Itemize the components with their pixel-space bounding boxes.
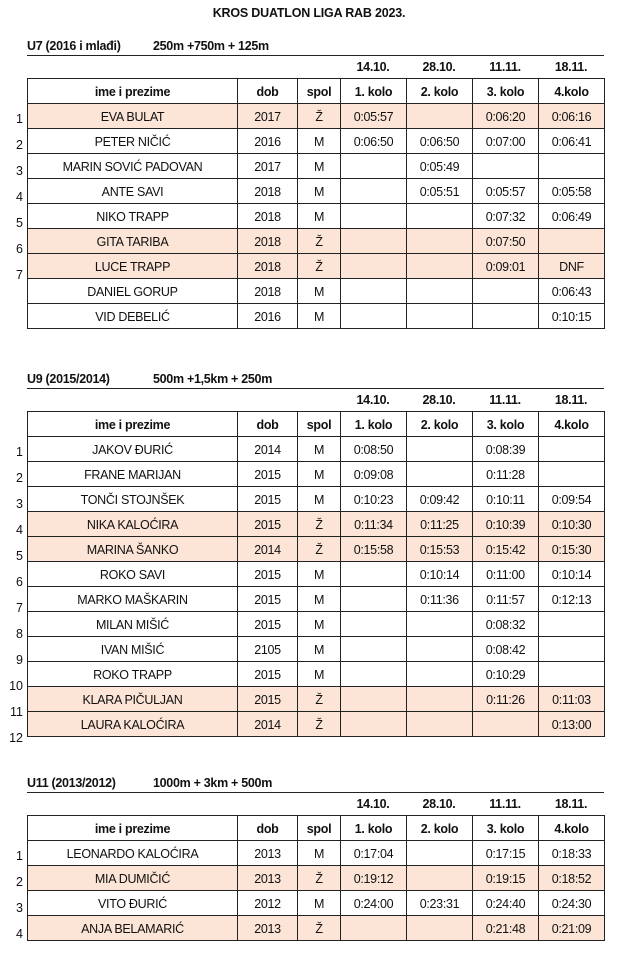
cell-spol: Ž <box>298 254 341 279</box>
cell-round-4: 0:06:49 <box>539 204 605 229</box>
cell-round-3: 0:11:28 <box>473 462 539 487</box>
round-date: 11.11. <box>489 393 521 407</box>
cell-round-2: 0:10:14 <box>407 562 473 587</box>
cell-round-3: 0:19:15 <box>473 866 539 891</box>
cell-round-1: 0:05:57 <box>341 104 407 129</box>
cell-spol: M <box>298 204 341 229</box>
row-number: 3 <box>16 497 23 511</box>
round-date: 14.10. <box>356 797 390 811</box>
column-header-name: ime i prezime <box>28 816 238 841</box>
row-number: 4 <box>16 523 23 537</box>
cell-dob: 2016 <box>238 304 298 329</box>
cell-spol: M <box>298 587 341 612</box>
cell-spol: Ž <box>298 229 341 254</box>
column-header-dob: dob <box>238 816 298 841</box>
row-number: 11 <box>10 705 23 719</box>
table-row <box>28 204 605 229</box>
column-header-dob: dob <box>238 412 298 437</box>
cell-dob: 2105 <box>238 637 298 662</box>
cell-round-2: 0:05:51 <box>407 179 473 204</box>
cell-spol: M <box>298 129 341 154</box>
round-date: 14.10. <box>356 393 390 407</box>
cell-spol: M <box>298 437 341 462</box>
cell-round-1 <box>341 612 407 637</box>
row-number: 2 <box>16 471 23 485</box>
cell-round-4 <box>539 662 605 687</box>
cell-round-2: 0:11:36 <box>407 587 473 612</box>
row-number: 2 <box>16 138 23 152</box>
cell-dob: 2018 <box>238 279 298 304</box>
column-header-dob: dob <box>238 79 298 104</box>
row-number: 1 <box>16 849 23 863</box>
round-date: 28.10. <box>422 60 456 74</box>
distance-label: 1000m + 3km + 500m <box>153 776 273 790</box>
cell-name: DANIEL GORUP <box>28 279 238 304</box>
cell-round-2: 0:09:42 <box>407 487 473 512</box>
cell-dob: 2015 <box>238 687 298 712</box>
row-number: 3 <box>16 164 23 178</box>
cell-round-1 <box>341 687 407 712</box>
cell-round-1 <box>341 562 407 587</box>
column-header-spol: spol <box>298 79 341 104</box>
cell-name: ROKO SAVI <box>28 562 238 587</box>
table-row <box>28 154 605 179</box>
cell-dob: 2013 <box>238 866 298 891</box>
cell-round-2: 0:11:25 <box>407 512 473 537</box>
cell-round-4: 0:13:00 <box>539 712 605 737</box>
table-row <box>28 437 605 462</box>
cell-round-4: 0:15:30 <box>539 537 605 562</box>
table-row <box>28 891 605 916</box>
table-row <box>28 687 605 712</box>
cell-spol: Ž <box>298 104 341 129</box>
cell-dob: 2015 <box>238 662 298 687</box>
table-row <box>28 104 605 129</box>
cell-dob: 2015 <box>238 487 298 512</box>
cell-round-3: 0:17:15 <box>473 841 539 866</box>
table-row <box>28 587 605 612</box>
cell-round-2 <box>407 204 473 229</box>
table-row <box>28 279 605 304</box>
row-number: 12 <box>9 731 23 745</box>
cell-round-4 <box>539 612 605 637</box>
cell-round-2 <box>407 712 473 737</box>
cell-round-3: 0:10:29 <box>473 662 539 687</box>
table-row <box>28 304 605 329</box>
column-header-round: 2. kolo <box>407 79 473 104</box>
round-date: 14.10. <box>356 60 390 74</box>
cell-round-3 <box>473 712 539 737</box>
row-number: 2 <box>16 875 23 889</box>
round-date: 11.11. <box>489 797 521 811</box>
row-number: 6 <box>16 242 23 256</box>
cell-round-2 <box>407 229 473 254</box>
table-row <box>28 612 605 637</box>
cell-dob: 2016 <box>238 129 298 154</box>
cell-name: MARKO MAŠKARIN <box>28 587 238 612</box>
cell-dob: 2018 <box>238 229 298 254</box>
cell-dob: 2015 <box>238 562 298 587</box>
cell-round-2 <box>407 612 473 637</box>
table-row <box>28 512 605 537</box>
cell-round-1 <box>341 587 407 612</box>
cell-round-3: 0:08:39 <box>473 437 539 462</box>
cell-round-4 <box>539 637 605 662</box>
table-row <box>28 487 605 512</box>
category-label: U9 (2015/2014) <box>27 372 110 386</box>
cell-round-4: 0:10:30 <box>539 512 605 537</box>
row-number: 5 <box>16 216 23 230</box>
cell-name: GITA TARIBA <box>28 229 238 254</box>
cell-dob: 2013 <box>238 841 298 866</box>
cell-round-2: 0:15:53 <box>407 537 473 562</box>
cell-round-1: 0:09:08 <box>341 462 407 487</box>
cell-round-2 <box>407 279 473 304</box>
column-header-round: 4.kolo <box>539 412 605 437</box>
document-title: KROS DUATLON LIGA RAB 2023. <box>212 6 406 20</box>
cell-spol: Ž <box>298 712 341 737</box>
cell-name: MIA DUMIČIĆ <box>28 866 238 891</box>
cell-spol: M <box>298 841 341 866</box>
cell-round-4 <box>539 462 605 487</box>
cell-round-3: 0:07:50 <box>473 229 539 254</box>
cell-round-4: 0:24:30 <box>539 891 605 916</box>
column-header-name: ime i prezime <box>28 412 238 437</box>
cell-round-1: 0:17:04 <box>341 841 407 866</box>
cell-round-1: 0:15:58 <box>341 537 407 562</box>
cell-round-3: 0:11:57 <box>473 587 539 612</box>
cell-dob: 2017 <box>238 104 298 129</box>
cell-round-3: 0:11:00 <box>473 562 539 587</box>
table-row <box>28 637 605 662</box>
column-header-round: 3. kolo <box>473 816 539 841</box>
cell-round-2 <box>407 841 473 866</box>
row-number: 10 <box>9 679 23 693</box>
cell-round-1 <box>341 154 407 179</box>
round-dates <box>0 793 618 815</box>
cell-round-1 <box>341 712 407 737</box>
cell-name: MILAN MIŠIĆ <box>28 612 238 637</box>
cell-round-3: 0:09:01 <box>473 254 539 279</box>
cell-round-3 <box>473 154 539 179</box>
cell-spol: Ž <box>298 916 341 941</box>
category-section <box>0 35 618 329</box>
distance-label: 250m +750m + 125m <box>153 39 269 53</box>
cell-name: MARINA ŠANKO <box>28 537 238 562</box>
cell-round-4: 0:18:33 <box>539 841 605 866</box>
cell-dob: 2018 <box>238 254 298 279</box>
round-date: 28.10. <box>422 797 456 811</box>
row-numbers <box>0 78 24 338</box>
cell-spol: M <box>298 562 341 587</box>
cell-dob: 2012 <box>238 891 298 916</box>
distance-label: 500m +1,5km + 250m <box>153 372 273 386</box>
cell-round-1: 0:19:12 <box>341 866 407 891</box>
cell-spol: M <box>298 154 341 179</box>
cell-round-4: 0:05:58 <box>539 179 605 204</box>
column-header-round: 1. kolo <box>341 412 407 437</box>
cell-spol: Ž <box>298 537 341 562</box>
cell-name: LEONARDO KALOĆIRA <box>28 841 238 866</box>
cell-spol: M <box>298 304 341 329</box>
section-heading <box>27 368 604 389</box>
section-heading <box>27 772 604 793</box>
column-header-spol: spol <box>298 412 341 437</box>
cell-name: MARIN SOVIĆ PADOVAN <box>28 154 238 179</box>
cell-name: FRANE MARIJAN <box>28 462 238 487</box>
results-table <box>27 78 605 329</box>
cell-round-2: 0:23:31 <box>407 891 473 916</box>
table-row <box>28 229 605 254</box>
cell-round-4 <box>539 437 605 462</box>
cell-dob: 2015 <box>238 512 298 537</box>
cell-name: TONČI STOJNŠEK <box>28 487 238 512</box>
cell-name: JAKOV ĐURIĆ <box>28 437 238 462</box>
table-row <box>28 129 605 154</box>
cell-name: NIKO TRAPP <box>28 204 238 229</box>
cell-round-4 <box>539 229 605 254</box>
cell-round-1: 0:11:34 <box>341 512 407 537</box>
cell-round-4: 0:11:03 <box>539 687 605 712</box>
cell-name: IVAN MIŠIĆ <box>28 637 238 662</box>
header-row <box>28 412 605 437</box>
table-row <box>28 916 605 941</box>
table-row <box>28 537 605 562</box>
cell-round-4: DNF <box>539 254 605 279</box>
cell-round-2 <box>407 304 473 329</box>
cell-name: ANJA BELAMARIĆ <box>28 916 238 941</box>
cell-dob: 2014 <box>238 437 298 462</box>
header-row <box>28 79 605 104</box>
row-number: 3 <box>16 901 23 915</box>
round-date: 11.11. <box>489 60 521 74</box>
round-date: 18.11. <box>554 60 588 74</box>
cell-spol: M <box>298 891 341 916</box>
cell-round-1 <box>341 637 407 662</box>
column-header-round: 3. kolo <box>473 412 539 437</box>
row-number: 1 <box>16 112 23 126</box>
column-header-round: 2. kolo <box>407 816 473 841</box>
cell-round-4: 0:10:14 <box>539 562 605 587</box>
cell-round-4: 0:06:41 <box>539 129 605 154</box>
row-number: 7 <box>16 268 23 282</box>
round-date: 18.11. <box>554 797 588 811</box>
cell-round-4: 0:12:13 <box>539 587 605 612</box>
cell-name: ROKO TRAPP <box>28 662 238 687</box>
cell-round-1: 0:08:50 <box>341 437 407 462</box>
header-row <box>28 816 605 841</box>
round-date: 18.11. <box>554 393 588 407</box>
row-numbers <box>0 411 24 749</box>
cell-round-2 <box>407 866 473 891</box>
cell-round-2 <box>407 687 473 712</box>
cell-spol: M <box>298 179 341 204</box>
cell-dob: 2015 <box>238 612 298 637</box>
row-number <box>0 286 24 312</box>
cell-round-4: 0:10:15 <box>539 304 605 329</box>
cell-round-3: 0:21:48 <box>473 916 539 941</box>
cell-round-4: 0:06:43 <box>539 279 605 304</box>
cell-round-2 <box>407 662 473 687</box>
cell-round-4 <box>539 154 605 179</box>
cell-round-3: 0:24:40 <box>473 891 539 916</box>
cell-round-1 <box>341 229 407 254</box>
row-number: 6 <box>16 575 23 589</box>
section-heading <box>27 35 604 56</box>
cell-spol: M <box>298 462 341 487</box>
table-row <box>28 462 605 487</box>
cell-round-4: 0:09:54 <box>539 487 605 512</box>
table-row <box>28 662 605 687</box>
row-numbers <box>0 815 24 945</box>
cell-name: KLARA PIČULJAN <box>28 687 238 712</box>
cell-round-1 <box>341 279 407 304</box>
cell-dob: 2013 <box>238 916 298 941</box>
round-dates <box>0 56 618 78</box>
row-number <box>0 312 24 338</box>
results-table <box>27 411 605 737</box>
cell-round-4: 0:21:09 <box>539 916 605 941</box>
cell-round-1 <box>341 916 407 941</box>
cell-dob: 2018 <box>238 204 298 229</box>
cell-round-1: 0:10:23 <box>341 487 407 512</box>
cell-round-3: 0:11:26 <box>473 687 539 712</box>
cell-round-4: 0:06:16 <box>539 104 605 129</box>
cell-round-3: 0:10:39 <box>473 512 539 537</box>
table-row <box>28 841 605 866</box>
row-number: 4 <box>16 190 23 204</box>
cell-round-3: 0:07:00 <box>473 129 539 154</box>
cell-spol: M <box>298 279 341 304</box>
cell-round-1: 0:24:00 <box>341 891 407 916</box>
cell-round-3: 0:07:32 <box>473 204 539 229</box>
column-header-round: 1. kolo <box>341 79 407 104</box>
category-label: U7 (2016 i mlađi) <box>27 39 121 53</box>
cell-round-2 <box>407 916 473 941</box>
cell-round-2 <box>407 637 473 662</box>
cell-spol: M <box>298 662 341 687</box>
cell-name: NIKA KALOĆIRA <box>28 512 238 537</box>
table-row <box>28 712 605 737</box>
column-header-round: 4.kolo <box>539 816 605 841</box>
cell-round-3: 0:08:42 <box>473 637 539 662</box>
cell-round-3: 0:10:11 <box>473 487 539 512</box>
category-label: U11 (2013/2012) <box>27 776 116 790</box>
cell-dob: 2018 <box>238 179 298 204</box>
cell-name: PETER NIČIĆ <box>28 129 238 154</box>
cell-round-1 <box>341 254 407 279</box>
cell-round-3 <box>473 279 539 304</box>
cell-round-1 <box>341 179 407 204</box>
cell-dob: 2015 <box>238 587 298 612</box>
cell-round-3: 0:05:57 <box>473 179 539 204</box>
cell-name: LUCE TRAPP <box>28 254 238 279</box>
cell-round-1: 0:06:50 <box>341 129 407 154</box>
cell-round-2 <box>407 254 473 279</box>
cell-round-1 <box>341 304 407 329</box>
cell-round-2: 0:06:50 <box>407 129 473 154</box>
row-number: 1 <box>16 445 23 459</box>
cell-name: ANTE SAVI <box>28 179 238 204</box>
cell-round-1 <box>341 204 407 229</box>
cell-dob: 2017 <box>238 154 298 179</box>
table-row <box>28 866 605 891</box>
column-header-round: 3. kolo <box>473 79 539 104</box>
cell-spol: M <box>298 612 341 637</box>
column-header-name: ime i prezime <box>28 79 238 104</box>
cell-name: EVA BULAT <box>28 104 238 129</box>
round-date: 28.10. <box>422 393 456 407</box>
category-section <box>0 368 618 745</box>
cell-round-2 <box>407 437 473 462</box>
cell-round-3: 0:08:32 <box>473 612 539 637</box>
row-number: 7 <box>16 601 23 615</box>
cell-round-2: 0:05:49 <box>407 154 473 179</box>
cell-name: VITO ĐURIĆ <box>28 891 238 916</box>
cell-dob: 2014 <box>238 537 298 562</box>
cell-round-2 <box>407 462 473 487</box>
cell-round-3 <box>473 304 539 329</box>
cell-spol: M <box>298 637 341 662</box>
cell-round-2 <box>407 104 473 129</box>
cell-name: LAURA KALOĆIRA <box>28 712 238 737</box>
cell-spol: Ž <box>298 866 341 891</box>
cell-dob: 2015 <box>238 462 298 487</box>
cell-spol: Ž <box>298 512 341 537</box>
cell-round-3: 0:15:42 <box>473 537 539 562</box>
round-dates <box>0 389 618 411</box>
row-number: 5 <box>16 549 23 563</box>
results-table <box>27 815 605 941</box>
column-header-round: 1. kolo <box>341 816 407 841</box>
cell-dob: 2014 <box>238 712 298 737</box>
column-header-round: 4.kolo <box>539 79 605 104</box>
cell-spol: Ž <box>298 687 341 712</box>
cell-round-3: 0:06:20 <box>473 104 539 129</box>
table-row <box>28 254 605 279</box>
cell-name: VID DEBELIĆ <box>28 304 238 329</box>
category-section <box>0 772 618 941</box>
row-number: 9 <box>16 653 23 667</box>
row-number: 4 <box>16 927 23 941</box>
table-row <box>28 562 605 587</box>
column-header-spol: spol <box>298 816 341 841</box>
cell-round-1 <box>341 662 407 687</box>
column-header-round: 2. kolo <box>407 412 473 437</box>
row-number: 8 <box>16 627 23 641</box>
table-row <box>28 179 605 204</box>
cell-round-4: 0:18:52 <box>539 866 605 891</box>
cell-spol: M <box>298 487 341 512</box>
